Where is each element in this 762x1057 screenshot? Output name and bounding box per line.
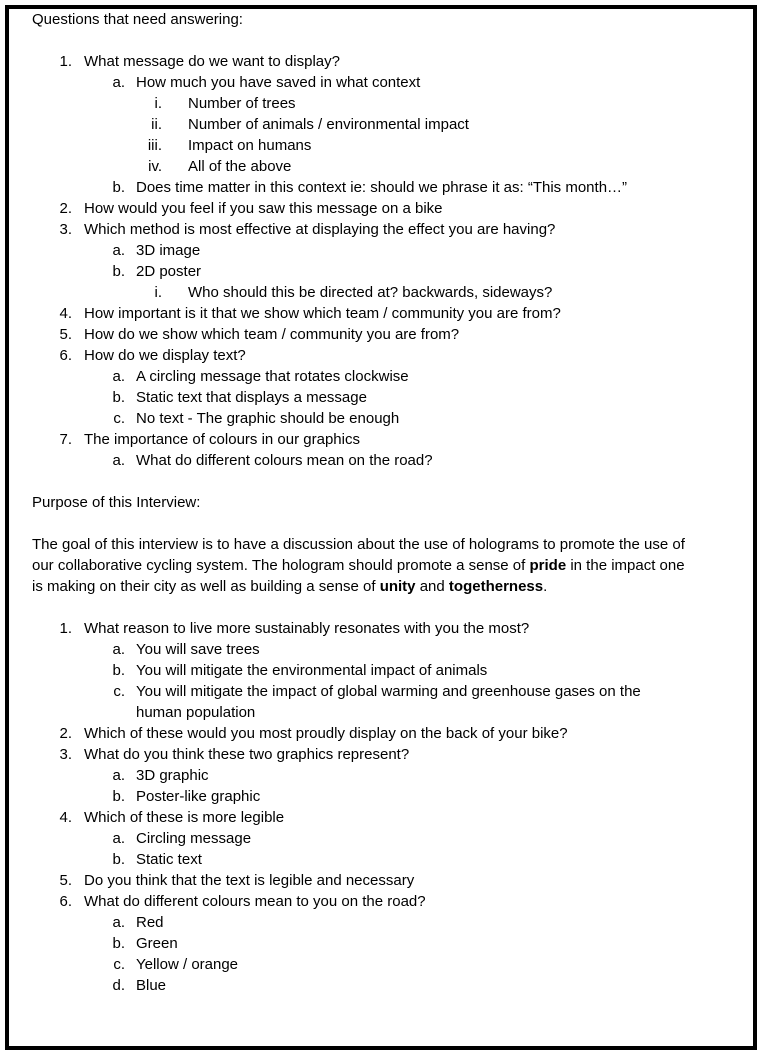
list-roman: iv.	[148, 158, 162, 175]
list-text: Which of these is more legible	[84, 809, 285, 826]
list-text: Which method is most effective at displaying the effect you are having?	[84, 221, 556, 238]
list-item	[32, 408, 732, 429]
list-letter: b.	[112, 851, 125, 868]
questions-heading: Questions that need answering:	[32, 11, 243, 28]
list-item	[32, 912, 732, 933]
list-letter: a.	[112, 767, 125, 784]
list-item	[32, 345, 732, 366]
list-item	[32, 240, 732, 261]
paragraph-text: .	[543, 578, 548, 595]
list-number: 6.	[59, 347, 72, 364]
list-letter: d.	[112, 977, 125, 994]
list-number: 2.	[59, 200, 72, 217]
list-roman: iii.	[147, 137, 162, 154]
list-text: What do different colours mean to you on the road?	[84, 893, 426, 910]
list-letter: b.	[112, 662, 125, 679]
list-item	[32, 870, 732, 891]
list-text: What reason to live more sustainably resonates with you the most?	[84, 620, 530, 637]
list-item	[32, 303, 732, 324]
list-letter: b.	[112, 263, 125, 280]
list-letter: a.	[112, 242, 125, 259]
list-item	[32, 261, 732, 282]
list-text: Circling message	[136, 830, 252, 847]
list-text: Static text that displays a message	[136, 389, 367, 406]
list-letter: a.	[112, 914, 125, 931]
list-letter: c.	[113, 956, 125, 973]
list-text: 3D graphic	[136, 767, 209, 784]
list-text: You will mitigate the impact of global warming and greenhouse gases on the	[136, 683, 641, 700]
list-text: What do different colours mean on the road?	[136, 452, 433, 469]
list-text: You will save trees	[136, 641, 260, 658]
list-item-continuation	[32, 702, 732, 723]
list-letter: b.	[112, 389, 125, 406]
list-item	[32, 156, 732, 177]
list-text: A circling message that rotates clockwise	[136, 368, 409, 385]
list-text: All of the above	[188, 158, 292, 175]
list-text: Red	[136, 914, 164, 931]
list-letter: a.	[112, 74, 125, 91]
list-item	[32, 198, 732, 219]
list-item	[32, 933, 732, 954]
list-text: Static text	[136, 851, 202, 868]
list-text: 3D image	[136, 242, 201, 259]
list-text: Blue	[136, 977, 167, 994]
list-item	[32, 660, 732, 681]
list-text: Who should this be directed at? backwards, sideways?	[188, 284, 553, 301]
list-roman: i.	[154, 95, 162, 112]
list-item	[32, 114, 732, 135]
purpose-paragraph	[32, 534, 692, 597]
list-number: 5.	[59, 326, 72, 343]
list-text: How important is it that we show which team / community you are from?	[84, 305, 561, 322]
paragraph-text: The goal of this interview is to have a discussion about the use of holograms to promote the use of our collaborative cycling system. The hologram should promote a sense of	[32, 536, 685, 574]
bold-word-pride: pride	[529, 557, 567, 574]
list-text: How would you feel if you saw this message on a bike	[84, 200, 443, 217]
list-text: Do you think that the text is legible and necessary	[84, 872, 415, 889]
purpose-heading: Purpose of this Interview:	[32, 494, 201, 511]
list-text: Number of animals / environmental impact	[188, 116, 469, 133]
list-item	[32, 177, 732, 198]
list-number: 3.	[59, 746, 72, 763]
list-letter: c.	[113, 683, 125, 700]
list-item	[32, 219, 732, 240]
list-text: What do you think these two graphics represent?	[84, 746, 410, 763]
list-number: 4.	[59, 809, 72, 826]
list-text: What message do we want to display?	[84, 53, 340, 70]
list-item	[32, 429, 732, 450]
list-text: No text - The graphic should be enough	[136, 410, 400, 427]
spacer	[32, 597, 732, 618]
list-item	[32, 618, 732, 639]
list-item	[32, 954, 732, 975]
list-item	[32, 135, 732, 156]
list-roman: ii.	[151, 116, 162, 133]
list-text: Impact on humans	[188, 137, 312, 154]
list-text: How do we display text?	[84, 347, 246, 364]
list-item	[32, 324, 732, 345]
list-item	[32, 786, 732, 807]
list-letter: b.	[112, 179, 125, 196]
list-text: 2D poster	[136, 263, 202, 280]
list-text: The importance of colours in our graphics	[84, 431, 360, 448]
list-item	[32, 681, 732, 702]
list-item	[32, 744, 732, 765]
list-item	[32, 765, 732, 786]
list-item	[32, 72, 732, 93]
paragraph-text: and	[415, 578, 449, 595]
list-number: 7.	[59, 431, 72, 448]
list-item	[32, 366, 732, 387]
list-item	[32, 891, 732, 912]
list-item	[32, 93, 732, 114]
list-text: You will mitigate the environmental impact of animals	[136, 662, 488, 679]
document-page	[5, 5, 757, 1050]
list-number: 5.	[59, 872, 72, 889]
spacer	[32, 513, 732, 534]
list-letter: a.	[112, 368, 125, 385]
bold-word-unity: unity	[379, 578, 416, 595]
list-roman: i.	[154, 284, 162, 301]
list-text: Number of trees	[188, 95, 296, 112]
list-letter: b.	[112, 935, 125, 952]
list-text: human population	[136, 704, 256, 721]
list-letter: c.	[113, 410, 125, 427]
list-text: Poster-like graphic	[136, 788, 261, 805]
list-number: 6.	[59, 893, 72, 910]
paragraph-text: in the impact one is making on their city as well as building a sense of	[32, 557, 685, 595]
list-item	[32, 387, 732, 408]
list-item	[32, 51, 732, 72]
list-text: Does time matter in this context ie: should we phrase it as: “This month…”	[136, 179, 628, 196]
list-text: Which of these would you most proudly display on the back of your bike?	[84, 725, 568, 742]
list-item	[32, 828, 732, 849]
list-letter: a.	[112, 830, 125, 847]
list-item	[32, 849, 732, 870]
list-number: 2.	[59, 725, 72, 742]
list-item	[32, 450, 732, 471]
list-text: How do we show which team / community you are from?	[84, 326, 460, 343]
list-number: 1.	[59, 53, 72, 70]
list-number: 1.	[59, 620, 72, 637]
list-item	[32, 282, 732, 303]
spacer	[32, 471, 732, 492]
list-number: 3.	[59, 221, 72, 238]
list-letter: b.	[112, 788, 125, 805]
list-number: 4.	[59, 305, 72, 322]
bold-word-togetherness: togetherness	[448, 578, 544, 595]
list-text: Green	[136, 935, 178, 952]
spacer	[32, 30, 732, 51]
document-body	[32, 9, 732, 996]
list-item	[32, 723, 732, 744]
list-letter: a.	[112, 641, 125, 658]
list-text: Yellow / orange	[136, 956, 239, 973]
list-item	[32, 639, 732, 660]
list-item	[32, 807, 732, 828]
list-text: How much you have saved in what context	[136, 74, 421, 91]
list-item	[32, 975, 732, 996]
list-letter: a.	[112, 452, 125, 469]
